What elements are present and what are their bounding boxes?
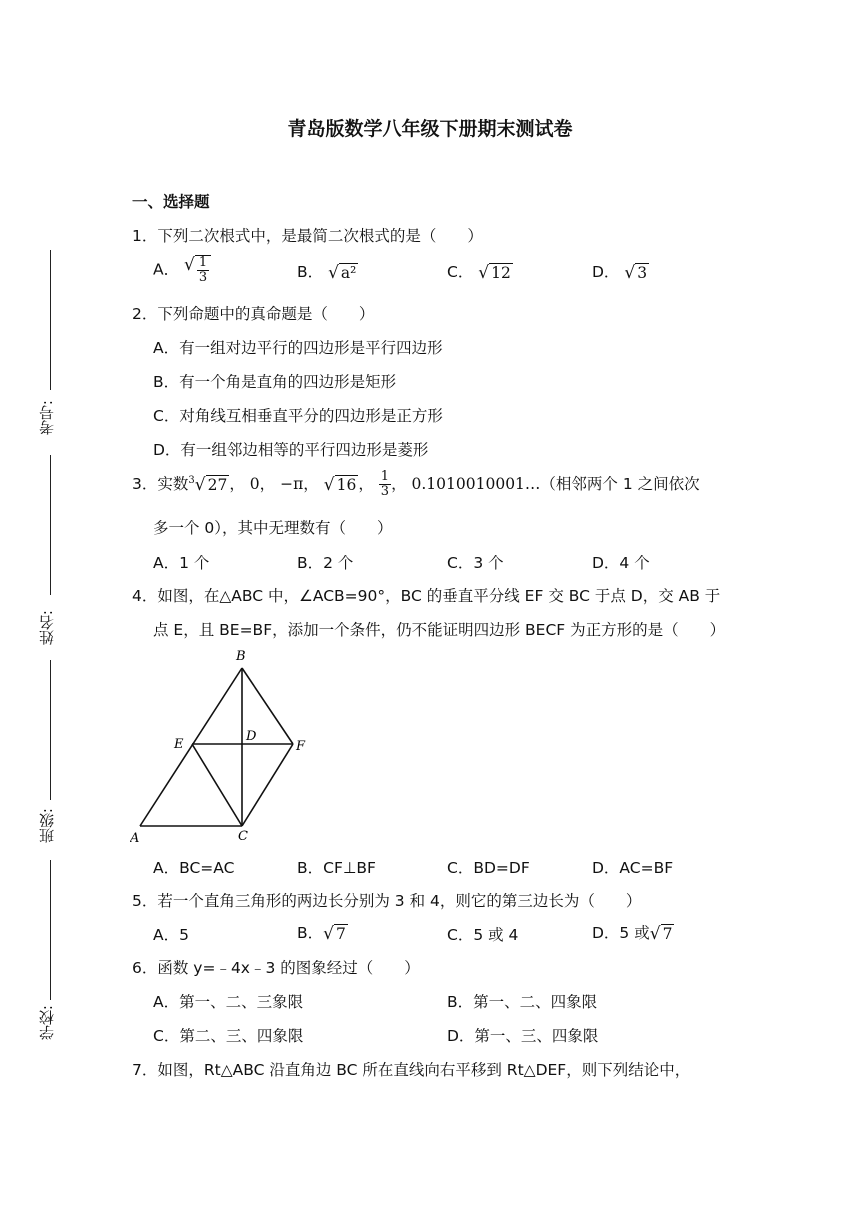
option-label: A． — [153, 260, 180, 279]
q3-tail: （相邻两个 1 之间依次 — [540, 475, 700, 493]
q6-option-b: B．第一、二、四象限 — [447, 993, 598, 1011]
radicand: 7 — [335, 924, 346, 943]
separator: ， — [303, 475, 319, 493]
sqrt-expr: √ $\frac{1}{3}$ — [184, 255, 211, 285]
q4-line1: 4．如图，在△ABC 中，∠ACB=90°，BC 的垂直平分线 EF 交 BC 于点 D，交 AB 于 — [132, 587, 721, 605]
decimal-number: 0.1010010001… — [411, 475, 541, 493]
q6-option-c: C．第二、三、四象限 — [153, 1027, 304, 1045]
q5-option-a: A．5 — [153, 926, 189, 944]
separator: ， — [391, 475, 407, 493]
label-xingming: 姓名: — [38, 610, 56, 646]
q4-option-c: C．BD=DF — [447, 859, 530, 877]
q6-option-d: D．第一、三、四象限 — [447, 1027, 599, 1045]
q1-option-b — [297, 260, 358, 283]
point-label-c: C — [238, 829, 248, 844]
q4-option-a: A．BC=AC — [153, 859, 235, 877]
q5-option-b — [297, 921, 348, 944]
q2-option-a: A．有一组对边平行的四边形是平行四边形 — [153, 339, 443, 357]
point-label-e: E — [174, 737, 184, 752]
q4-line2: 点 E，且 BE=BF，添加一个条件，仍不能证明四边形 BECF 为正方形的是（ ） — [153, 621, 726, 639]
q2-option-d: D．有一组邻边相等的平行四边形是菱形 — [153, 441, 429, 459]
q3-option-c: C．3 个 — [447, 554, 504, 572]
option-label: C． — [447, 263, 474, 281]
q3-prefix: 3．实数 — [132, 475, 189, 493]
section-heading: 一、选择题 — [132, 193, 210, 211]
q1-option-a — [153, 255, 211, 285]
number-neg-pi: −π — [280, 475, 304, 493]
separator: ， — [259, 475, 276, 493]
q2-option-c: C．对角线互相垂直平分的四边形是正方形 — [153, 407, 443, 425]
q5-option-c: C．5 或 4 — [447, 926, 519, 944]
q5-option-d — [592, 921, 674, 944]
q4-option-d: D．AC=BF — [592, 859, 674, 877]
frac-denominator: 3 — [198, 270, 208, 285]
sqrt-expr: √ 16 — [323, 474, 357, 495]
page-title: 青岛版数学八年级下册期末测试卷 — [287, 118, 573, 140]
option-label: D． — [592, 263, 620, 281]
point-label-f: F — [296, 739, 306, 754]
q1-stem: 1．下列二次根式中，是最简二次根式的是（ ） — [132, 227, 483, 245]
radicand: 16 — [336, 475, 357, 494]
sqrt-expr: √ 3 — [624, 262, 648, 283]
sqrt-expr: √ 7 — [649, 923, 673, 944]
cube-root-expr: 3 √ 27 — [188, 474, 228, 495]
frac-numerator: 1 — [198, 255, 208, 270]
q4-option-b: B．CF⊥BF — [297, 859, 376, 877]
radicand: a² — [340, 263, 357, 282]
sqrt-expr: √ 7 — [323, 923, 346, 944]
fraction — [379, 470, 391, 499]
margin-line — [50, 860, 51, 1000]
q6-stem: 6．函数 y=﹣4x﹣3 的图象经过（ ） — [132, 959, 420, 977]
q1-option-c — [447, 260, 513, 283]
margin-line — [50, 455, 51, 595]
margin-line — [50, 660, 51, 800]
q7-stem: 7．如图，Rt△ABC 沿直角边 BC 所在直线向右平移到 Rt△DEF，则下列结论中， — [132, 1061, 691, 1079]
option-label: B． — [297, 263, 324, 281]
radicand: 27 — [207, 475, 228, 494]
frac-numerator: 1 — [380, 469, 390, 484]
q3-option-d: D．4 个 — [592, 554, 650, 572]
point-label-a: A — [130, 831, 140, 846]
q2-stem: 2．下列命题中的真命题是（ ） — [132, 305, 375, 323]
point-label-b: B — [236, 649, 246, 664]
option-label: B． — [297, 924, 324, 942]
separator: ， — [358, 475, 374, 493]
q3-line1 — [132, 470, 700, 499]
separator: ， — [229, 475, 245, 493]
label-kaohao: 考号: — [38, 400, 56, 436]
margin-line — [50, 250, 51, 390]
q6-option-a: A．第一、二、三象限 — [153, 993, 304, 1011]
radicand: 7 — [662, 924, 673, 943]
radicand: 3 — [637, 263, 648, 282]
segment-fc — [242, 744, 293, 826]
radicand: 12 — [491, 263, 511, 282]
frac-denominator: 3 — [380, 484, 390, 499]
q5-stem: 5．若一个直角三角形的两边长分别为 3 和 4，则它的第三边长为（ ） — [132, 892, 642, 910]
q3-option-b: B．2 个 — [297, 554, 354, 572]
label-xuexiao: 学校: — [38, 1005, 56, 1041]
q1-option-d — [592, 260, 649, 283]
root-index: 3 — [188, 474, 195, 486]
sqrt-expr: √ 12 — [478, 262, 511, 283]
q3-line2: 多一个 0），其中无理数有（ ） — [153, 519, 393, 537]
q4-figure — [130, 646, 320, 846]
q3-option-a: A．1 个 — [153, 554, 210, 572]
number-zero: 0 — [249, 475, 260, 493]
point-label-d: D — [246, 729, 257, 744]
label-banji: 班级: — [38, 808, 56, 844]
q2-option-b: B．有一个角是直角的四边形是矩形 — [153, 373, 397, 391]
option-label: D．5 或 — [592, 924, 650, 942]
sqrt-expr: √ a² — [328, 262, 357, 283]
segment-ec — [192, 744, 242, 826]
